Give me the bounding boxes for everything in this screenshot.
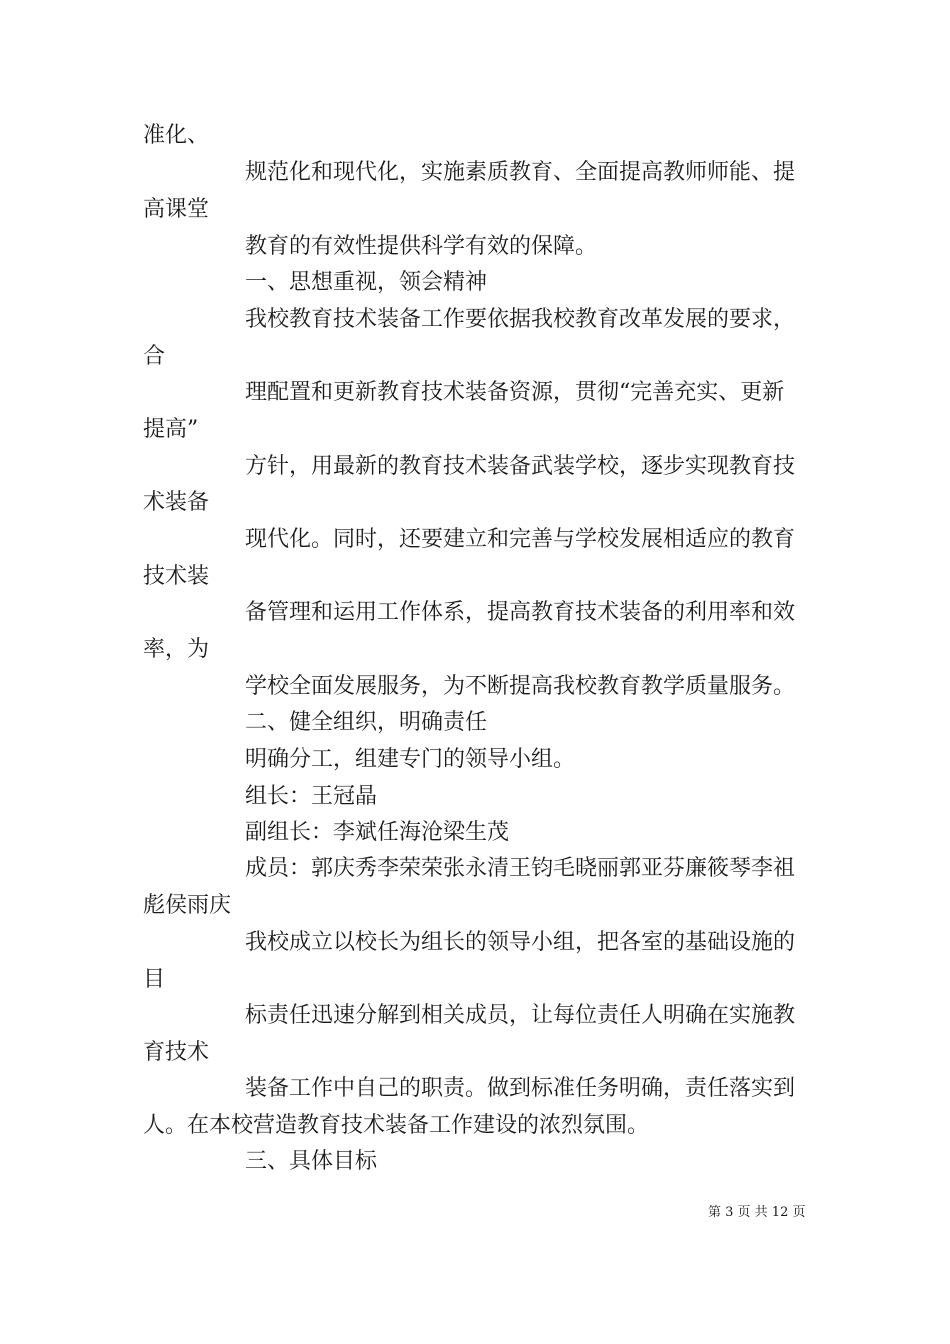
text-line: 理配置和更新教育技术装备资源，贯彻“完善充实、更新 [245, 380, 785, 405]
text-line: 组长：王冠晶 [245, 784, 378, 809]
text-line: 合 [143, 344, 166, 369]
section-heading: 一、思想重视，领会精神 [245, 270, 488, 295]
page-number-footer: 第 3 页 共 12 页 [708, 1205, 806, 1220]
text-line: 装备工作中自己的职责。做到标准任务明确，责任落实到 [245, 1076, 796, 1101]
text-line: 人。在本校营造教育技术装备工作建设的浓烈氛围。 [143, 1113, 650, 1138]
text-line: 我校教育技术装备工作要依据我校教育改革发展的要求， [245, 307, 796, 332]
text-line: 学校全面发展服务，为不断提高我校教育教学质量服务。 [245, 674, 796, 699]
text-line: 技术装 [143, 564, 210, 589]
text-line: 提高” [143, 417, 199, 442]
text-line: 现代化。同时，还要建立和完善与学校发展相适应的教育 [245, 527, 796, 552]
text-line: 育技术 [143, 1040, 210, 1065]
text-line: 高课堂 [143, 197, 210, 222]
text-line: 教育的有效性提供科学有效的保障。 [245, 234, 598, 259]
text-line: 副组长：李斌任海沧梁生茂 [245, 820, 510, 845]
text-line: 明确分工，组建专门的领导小组。 [245, 747, 576, 772]
text-line: 目 [143, 967, 166, 992]
text-line: 我校成立以校长为组长的领导小组，把各室的基础设施的 [245, 930, 796, 955]
text-line: 备管理和运用工作体系，提高教育技术装备的利用率和效 [245, 600, 796, 625]
text-line: 率，为 [143, 637, 210, 662]
text-line: 标责任迅速分解到相关成员，让每位责任人明确在实施教 [245, 1003, 796, 1028]
text-line: 准化、 [143, 123, 210, 148]
section-heading: 三、具体目标 [245, 1149, 378, 1174]
text-line: 成员：郭庆秀李荣荣张永清王钧毛晓丽郭亚芬廉筱琴李祖 [245, 856, 796, 881]
text-line: 规范化和现代化，实施素质教育、全面提高教师师能、提 [245, 160, 796, 185]
text-line: 术装备 [143, 490, 210, 515]
section-heading: 二、健全组织，明确责任 [245, 710, 488, 735]
text-line: 方针，用最新的教育技术装备武装学校，逐步实现教育技 [245, 454, 796, 479]
text-line: 彪侯雨庆 [143, 893, 232, 918]
